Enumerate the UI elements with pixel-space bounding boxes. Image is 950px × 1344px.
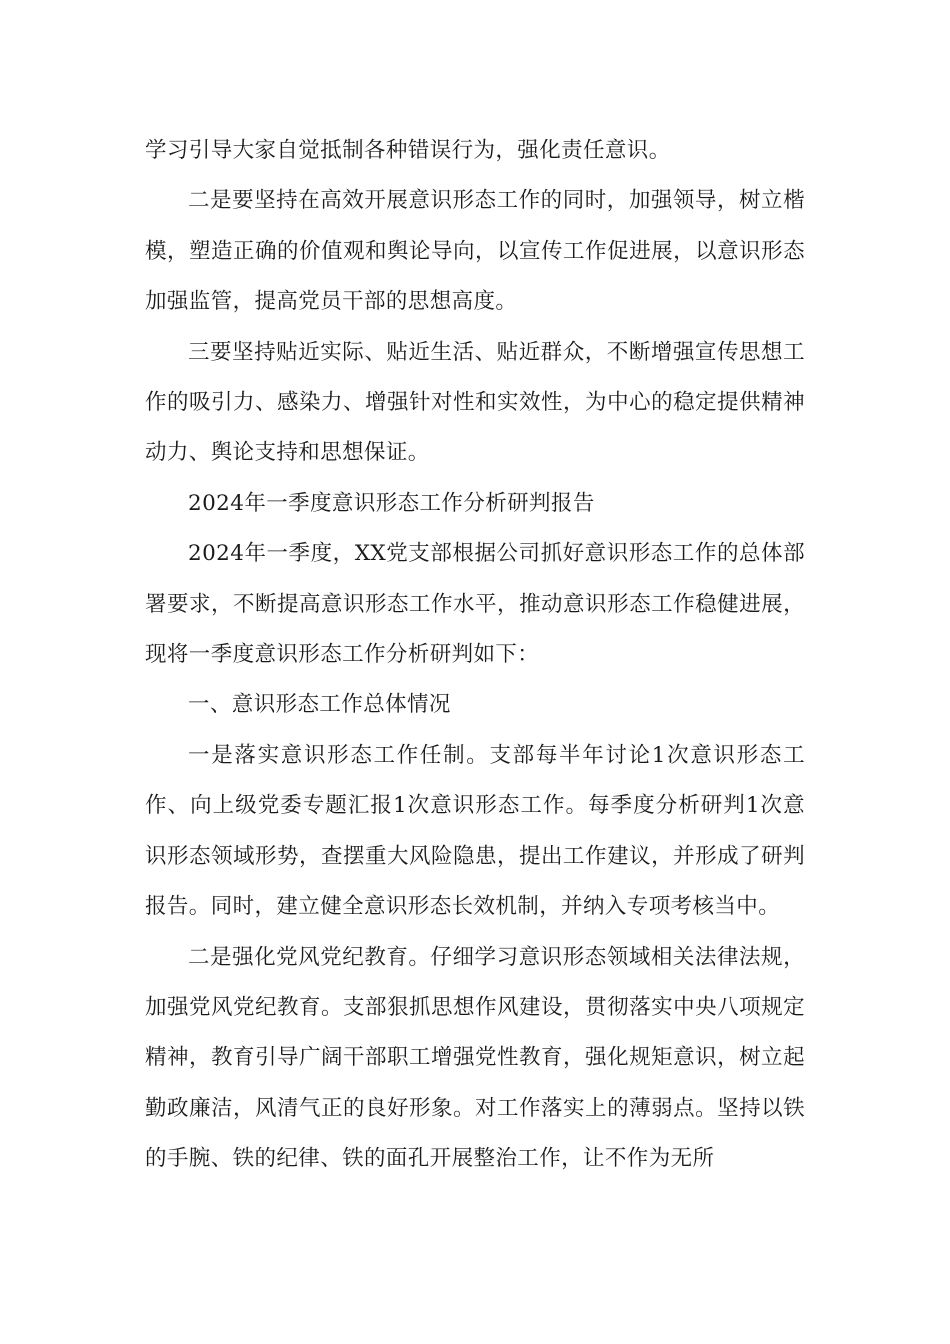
- section-heading-1: 一、意识形态工作总体情况: [188, 692, 451, 718]
- paragraph-intro: 2024年一季度，XX党支部根据公司抓好意识形态工作的总体部署要求，不断提高意识形态工作水平，推动意识形态工作稳健进展，现将一季度意识形态工作分析研判如下：: [145, 541, 805, 668]
- document-body: [145, 126, 805, 1185]
- paragraph-2: 二是要坚持在高效开展意识形态工作的同时，加强领导，树立楷模，塑造正确的价值观和舆论导向，以宣传工作促进展，以意识形态加强监管，提高党员干部的思想高度。: [145, 188, 805, 315]
- paragraph-1: 学习引导大家自觉抵制各种错误行为，强化责任意识。: [145, 138, 671, 163]
- paragraph-3: 三要坚持贴近实际、贴近生活、贴近群众，不断增强宣传思想工作的吸引力、感染力、增强针对性和实效性，为中心的稳定提供精神动力、舆论支持和思想保证。: [145, 339, 805, 466]
- paragraph-point-2: 二是强化党风党纪教育。仔细学习意识形态领域相关法律法规，加强党风党纪教育。支部狠抓思想作风建设，贯彻落实中央八项规定精神，教育引导广阔干部职工增强党性教育，强化规矩意识，树立起勤政廉洁，风清气正的良好形象。对工作落实上的薄弱点。坚持以铁的手腕、铁的纪律、铁的面孔开展整治工作，让不作为无所: [145, 944, 805, 1172]
- report-title: 2024年一季度意识形态工作分析研判报告: [188, 490, 595, 516]
- paragraph-point-1: 一是落实意识形态工作任制。支部每半年讨论1次意识形态工作、向上级党委专题汇报1次意识形态工作。每季度分析研判1次意识形态领域形势，查摆重大风险隐患，提出工作建议，并形成了研判报告。同时，建立健全意识形态长效机制，并纳入专项考核当中。: [145, 742, 805, 920]
